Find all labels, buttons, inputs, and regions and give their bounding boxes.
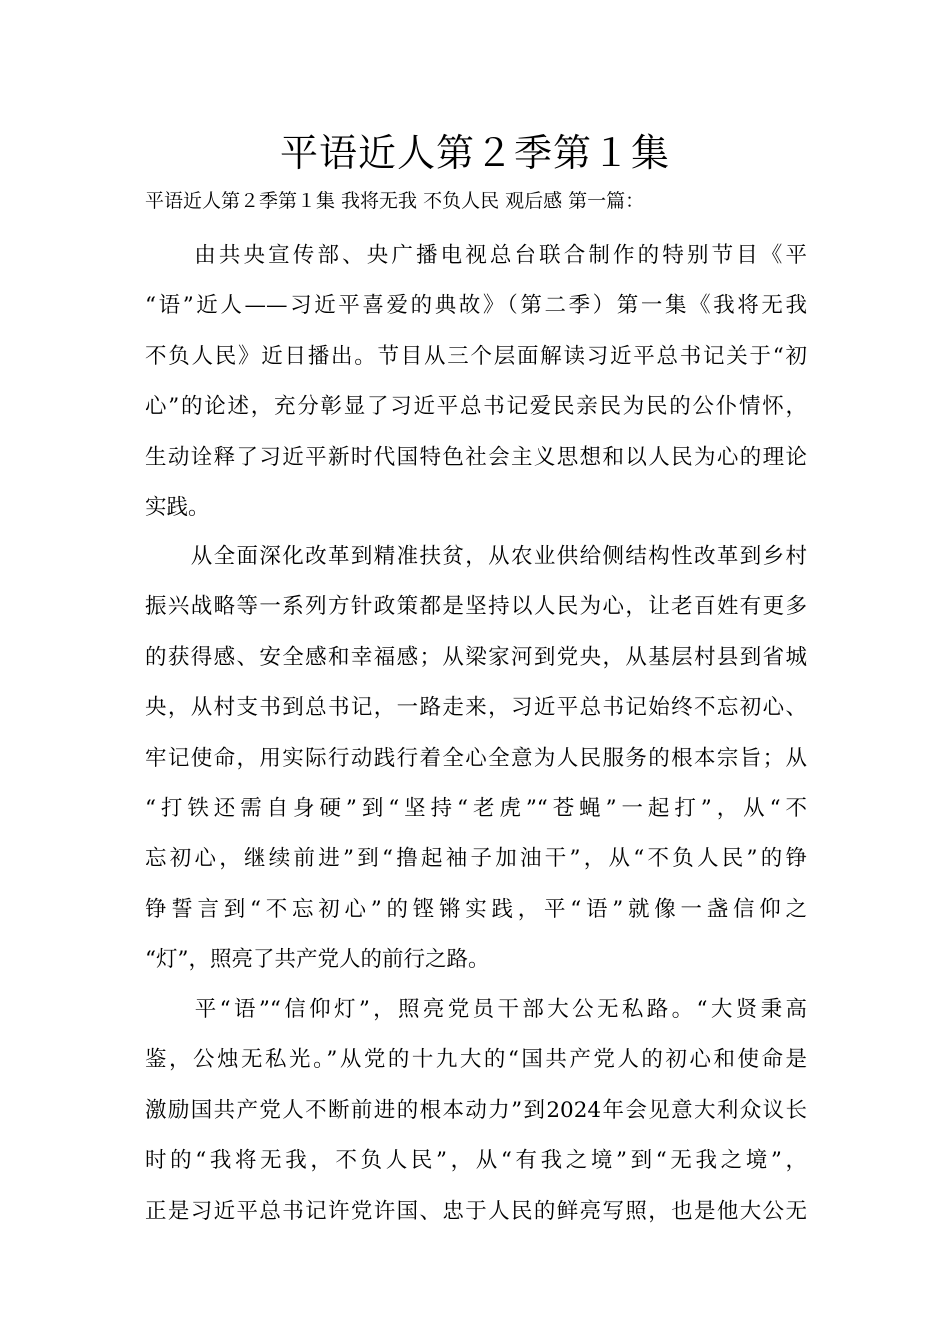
paragraph-line: 央，从村支书到总书记，一路走来，习近平总书记始终不忘初心、	[145, 695, 807, 721]
paragraph-line: 时的“我将无我，不负人民”，从“有我之境”到“无我之境”，	[145, 1148, 807, 1174]
paragraph-line: 平“语”“信仰灯”，照亮党员干部大公无私路。“大贤秉高	[145, 997, 807, 1022]
paragraph-line: 心”的论述，充分彰显了习近平总书记爱民亲民为民的公仆情怀，	[145, 394, 807, 420]
paragraph-line: “语”近人——习近平喜爱的典故》（第二季）第一集《我将无我	[145, 293, 807, 319]
document-title: 平语近人第２季第１集	[279, 131, 670, 175]
paragraph-line: 忘初心，继续前进”到“撸起袖子加油干”，从“不负人民”的铮	[145, 846, 807, 872]
paragraph-line: 振兴战略等一系列方针政策都是坚持以人民为心，让老百姓有更多	[145, 594, 807, 620]
paragraph-3	[145, 985, 807, 1237]
paragraph-line: 不负人民》近日播出。节目从三个层面解读习近平总书记关于“初	[145, 343, 807, 369]
paragraph-line: 生动诠释了习近平新时代国特色社会主义思想和以人民为心的理论	[145, 444, 807, 470]
paragraph-line: 牢记使命，用实际行动践行着全心全意为人民服务的根本宗旨；从	[145, 745, 807, 771]
paragraph-line: 正是习近平总书记许党许国、忠于人民的鲜亮写照，也是他大公无	[145, 1198, 807, 1224]
document-subtitle: 平语近人第２季第１集 我将无我 不负人民 观后感 第一篇：	[145, 190, 645, 212]
paragraph-line: “打铁还需自身硬”到“坚持“老虎”“苍蝇”一起打”，从“不	[145, 796, 807, 822]
paragraph-line: 铮誓言到“不忘初心”的铿锵实践，平“语”就像一盏信仰之	[145, 896, 807, 922]
paragraph-1	[145, 231, 807, 533]
paragraph-line: 从全面深化改革到精准扶贫，从农业供给侧结构性改革到乡村	[145, 544, 807, 569]
paragraph-line: 由共央宣传部、央广播电视总台联合制作的特别节目《平	[145, 243, 807, 268]
paragraph-line: 实践。	[145, 495, 210, 521]
paragraph-line: “灯”，照亮了共产党人的前行之路。	[145, 947, 490, 973]
paragraph-line: 鉴，公烛无私光。”从党的十九大的“国共产党人的初心和使命是	[145, 1047, 807, 1073]
paragraph-line: 激励国共产党人不断前进的根本动力”到2024年会见意大利众议长	[145, 1097, 807, 1123]
paragraph-2	[145, 532, 807, 986]
paragraph-line: 的获得感、安全感和幸福感；从梁家河到党央，从基层村县到省城	[145, 644, 807, 670]
